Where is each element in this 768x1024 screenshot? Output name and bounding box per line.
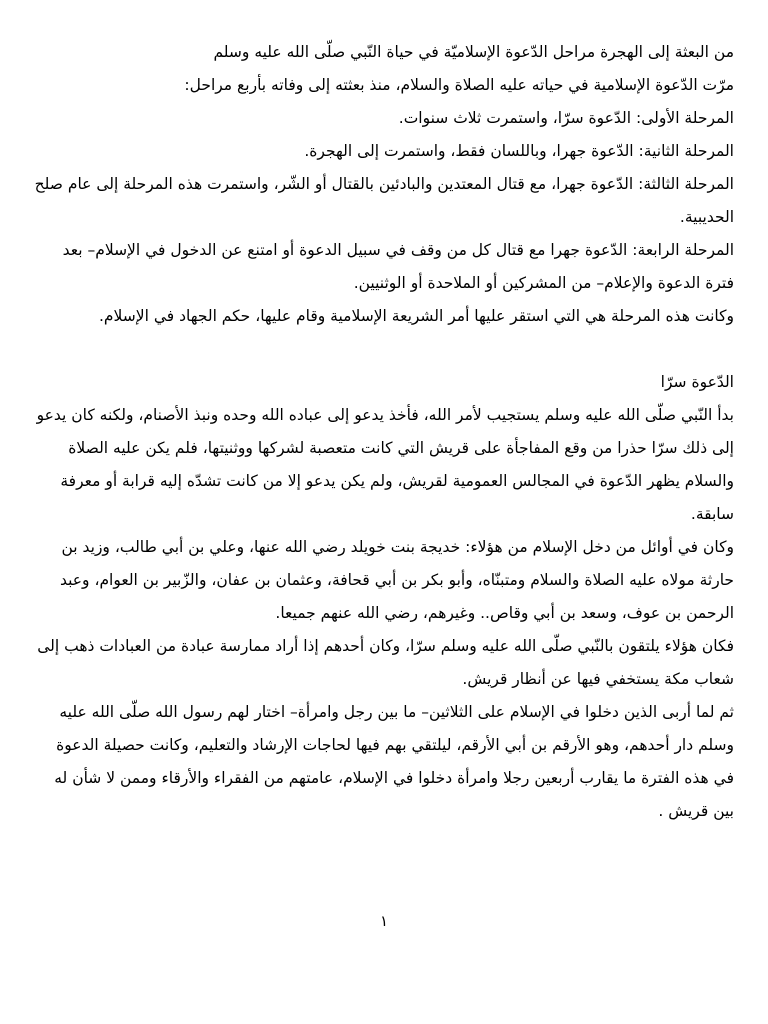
stage-three: المرحلة الثالثة: الدّعوة جهرا، مع قتال المعتدين والبادئين بالقتال أو الشّر، واستمرت هذه المرحلة إلى عام صلح الحديبية. bbox=[34, 175, 734, 226]
body-paragraph-1: بدأ النّبي صلّى الله عليه وسلم يستجيب لأمر الله، فأخذ يدعو إلى عباده الله وحده ونبذ الأصنام، ولكنه كان يدعو إلى ذلك سرّا حذرا من وقع المفاجأة على قريش التي كانت متعصبة لشركها ووثنيتها، فلم يكن عليه الصلاة والسلام يظهر الدّعوة في المجالس العمومية لقريش، ولم يكن يدعو إلا من كانت تشدّه إليه قرابة أو معرفة سابقة. bbox=[36, 406, 734, 523]
body-paragraph-3: فكان هؤلاء يلتقون بالنّبي صلّى الله عليه وسلم سرّا، وكان أحدهم إذا أراد ممارسة عبادة من العبادات ذهب إلى شعاب مكة يستخفي فيها عن أنظار قريش. bbox=[37, 637, 734, 688]
closing-paragraph: وكانت هذه المرحلة هي التي استقر عليها أمر الشريعة الإسلامية وقام عليها، حكم الجهاد في الإسلام. bbox=[98, 307, 734, 325]
body-paragraph-4: ثم لما أربى الذين دخلوا في الإسلام على الثلاثين– ما بين رجل وامرأة– اختار لهم رسول الله صلّى الله عليه وسلم دار أحدهم، وهو الأرقم بن أبي الأرقم، ليلتقي بهم فيها لحاجات الإرشاد والتعليم، وكانت حصيلة الدعوة في هذه الفترة ما يقارب أربعين رجلا وامرأة دخلوا في الإسلام، عامتهم من الفقراء والأرقاء وممن لا شأن له بين قريش . bbox=[54, 703, 734, 820]
stage-one: المرحلة الأولى: الدّعوة سرّا، واستمرت ثلاث سنوات. bbox=[398, 109, 734, 127]
stage-two: المرحلة الثانية: الدّعوة جهرا، وباللسان فقط، واستمرت إلى الهجرة. bbox=[304, 142, 734, 160]
document-title: من البعثة إلى الهجرة مراحل الدّعوة الإسلاميّة في حياة النّبي صلّى الله عليه وسلم bbox=[213, 43, 734, 61]
intro-paragraph: مرّت الدّعوة الإسلامية في حياته عليه الصلاة والسلام، منذ بعثته إلى وفاته بأربع مراحل: bbox=[184, 76, 734, 94]
body-paragraph-2: وكان في أوائل من دخل الإسلام من هؤلاء: خديجة بنت خويلد رضي الله عنها، وعلي بن أبي طالب، وزيد بن حارثة مولاه عليه الصلاة والسلام ومتبنّاه، وأبو بكر بن أبي قحافة، وعثمان بن عفان، والزّبير بن العوام، وعبد الرحمن بن عوف، وسعد بن أبي وقاص.. وغيرهم، رضي الله عنهم جميعا. bbox=[59, 538, 734, 622]
stage-four: المرحلة الرابعة: الدّعوة جهرا مع قتال كل من وقف في سبيل الدعوة أو امتنع عن الدخول في الإسلام– بعد فترة الدعوة والإعلام– من المشركين أو الملاحدة أو الوثنيين. bbox=[62, 241, 734, 292]
section-heading: الدّعوة سرّا bbox=[660, 373, 734, 391]
page-number: ١ bbox=[379, 912, 389, 930]
blank-line bbox=[34, 333, 734, 366]
document-page bbox=[34, 36, 734, 828]
